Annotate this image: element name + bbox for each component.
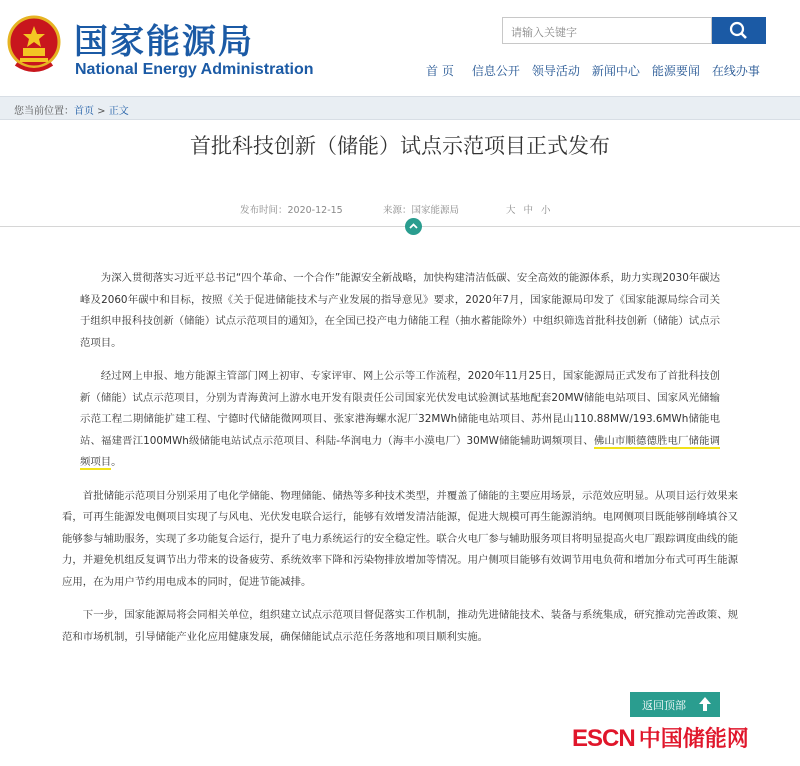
nav-item-online-services[interactable]: 在线办事 [711, 64, 760, 78]
breadcrumb-home-link[interactable]: 首页 [74, 106, 94, 117]
article-source: 来源：国家能源局 [383, 205, 460, 216]
nav-item-leader-activities[interactable]: 领导活动 [531, 64, 580, 78]
breadcrumb-prefix: 您当前位置： [14, 106, 74, 117]
back-to-top-button[interactable] [630, 692, 720, 717]
title-divider [0, 226, 800, 227]
site-header [0, 0, 800, 96]
back-to-top-label: 返回顶部 [642, 699, 686, 712]
paragraph-end: 。 [111, 456, 122, 468]
font-size-switcher[interactable]: 大中小 [506, 205, 559, 216]
watermark-logo [572, 722, 749, 753]
search-icon [712, 17, 766, 44]
article-paragraph: 首批储能示范项目分别采用了电化学储能、物理储能、储热等多种技术类型，并覆盖了储能的主要应用场景，示范效应明显。从项目运行效果来看，可再生能源发电侧项目实现了与风电、光伏发电联合运行，能够有效增发清洁能源，促进大规模可再生能源消纳。电网侧项目既能够削峰填谷又能够参与辅助服务，实现了多功能复合运行，提升了电力系统运行的安全稳定性。联合火电厂参与辅助服务项目将明显提高火电厂跟踪调度曲线的能力，并避免机组反复调节出力带来的设备疲劳、系统效率下降和污染物排放增加等情况。用户侧项目能够有效调节用电负荷和增加分布式可再生能源应用，在为用户节约用电成本的同时，促进节能减排。 [62, 489, 738, 588]
breadcrumb [0, 96, 800, 120]
page-title: 首批科技创新（储能）试点示范项目正式发布 [190, 134, 610, 158]
search-input[interactable]: 请输入关键字 [502, 17, 712, 44]
main-nav [426, 62, 772, 79]
watermark-en: ESCN [572, 725, 635, 752]
article-body [62, 268, 738, 660]
nav-item-energy-news[interactable]: 能源要闻 [651, 64, 700, 78]
chevron-up-icon [405, 218, 422, 235]
article-paragraph: 为深入贯彻落实习近平总书记“四个革命、一个合作”能源安全新战略，加快构建清洁低碳、安全高效的能源体系，助力实现2030年碳达峰及2060年碳中和目标，按照《关于促进储能技术与产业发展的指导意见》要求，2020年7月，国家能源局印发了《国家能源局综合司关于组织申报科技创新（储能）试点示范项目的通知》，在全国已投产电力储能工程（抽水蓄能除外）中组织筛选首批科技创新（储能）试点示范项目。 [80, 272, 720, 349]
site-logo-chinese[interactable]: 国家能源局 [74, 22, 254, 62]
article-paragraph: 下一步，国家能源局将会同相关单位，组织建立试点示范项目督促落实工作机制，推动先进储能技术、装备与系统集成，研究推动完善政策、规范和市场机制，引导储能产业化应用健康发展，确保储能试点示范任务落地和项目顺利实施。 [62, 609, 738, 643]
breadcrumb-separator: > [94, 106, 109, 117]
watermark-cn: 中国储能网 [638, 727, 749, 752]
nav-item-news-center[interactable]: 新闻中心 [591, 64, 640, 78]
nav-item-info-disclosure[interactable]: 信息公开 [471, 64, 520, 78]
search-button[interactable] [712, 17, 766, 44]
national-emblem-icon [6, 14, 62, 74]
arrow-up-icon [698, 696, 712, 712]
breadcrumb-current: 正文 [108, 106, 129, 117]
publish-time: 发布时间：2020-12-15 [240, 205, 343, 216]
nav-item-home[interactable]: 首 页 [426, 64, 454, 78]
collapse-button[interactable] [405, 218, 422, 235]
paragraph-text: 经过网上申报、地方能源主管部门网上初审、专家评审、网上公示等工作流程，2020年11月25日，国家能源局正式发布了首批科技创新（储能）试点示范项目，分别为青海黄河上游水电开发有限责任公司国家光伏发电试验测试基地配套20MW储能电站项目、国家风光储输示范工程二期储能扩建工程、宁德时代储能微网项目、张家港海螺水泥厂32MWh储能电站项目、苏州昆山110.88MW/193.6MWh储能电站、福建晋江100MWh级储能电站试点示范项目、科陆-华润电力（海丰小漠电厂）30MW储能辅助调频项目、 [80, 370, 720, 447]
site-logo-english[interactable]: National Energy Administration [75, 61, 314, 78]
article-paragraph [80, 366, 720, 474]
highlighted-project: 佛山市顺德德胜电厂储能调频项目 [80, 434, 720, 468]
